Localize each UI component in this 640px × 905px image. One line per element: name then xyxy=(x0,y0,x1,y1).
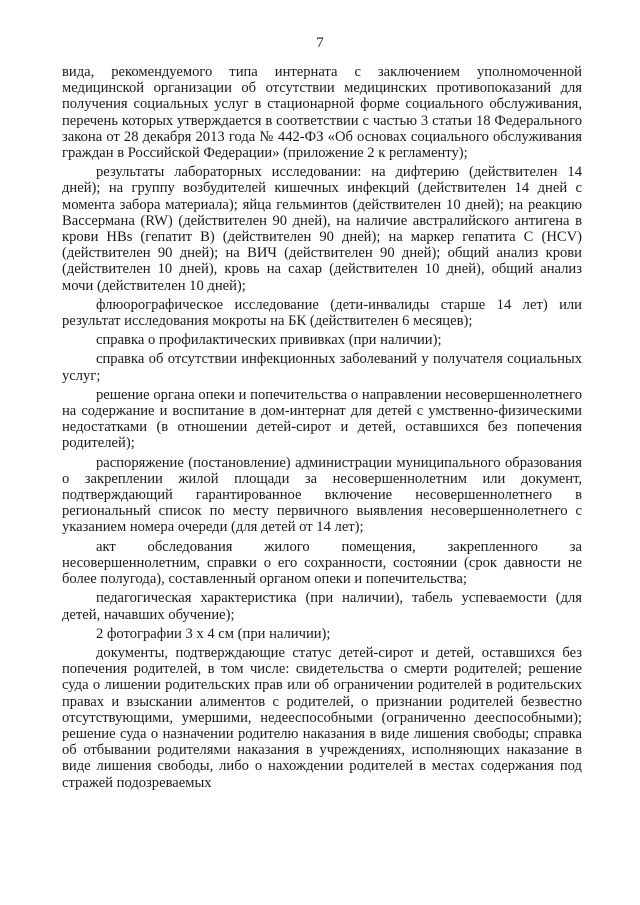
paragraph-lab-results: результаты лабораторных исследовании: на дифтерию (действителен 14 дней); на группу возбудителей кишечных инфекций (действителен 14 дней с момента забора материала); яйца гельминтов (действителен 10 дней); на реакцию Вассермана (RW) (действителен 90 дней), на наличие австралийского антигена в крови HBs (гепатит В) (действителен 90 дней); на маркер гепатита С (HCV) (действителен 90 дней); на ВИЧ (действителен 90 дней); общий анализ крови (действителен 10 дней), кровь на сахар (действителен 10 дней), общий анализ мочи (действителен 10 дней); xyxy=(62,164,582,294)
paragraph-photos: 2 фотографии 3 х 4 см (при наличии); xyxy=(96,625,331,642)
paragraph-housing-order: распоряжение (постановление) администрации муниципального образования о закреплении жилой площади за несовершеннолетним или документ, подтверждающий гарантированное включение несовершеннолетнего в региональный список по месту первичного выявления несовершеннолетнего с указанием номера очереди (для детей от 14 лет); xyxy=(62,454,582,536)
paragraph-continuation: вида, рекомендуемого типа интерната с заключением уполномоченной медицинской организации об отсутствии медицинских противопоказаний для получения социальных услуг в стационарной форме социального обслуживания, перечень которых утверждается в соответствии с частью 3 статьи 18 Федерального закона от 28 декабря 2013 года № 442-ФЗ «Об основах социального обслуживания граждан в Российской Федерации» (приложение 2 к регламенту); xyxy=(62,64,582,162)
paragraph-guardianship-decision: решение органа опеки и попечительства о направлении несовершеннолетнего на содержание и воспитание в дом-интернат для детей с умственно-физическими недостатками (в отношении детей-сирот и детей, оставшихся без попечения родителей); xyxy=(62,386,582,452)
page-number: 7 xyxy=(316,35,324,51)
paragraph-pedagogical-characteristic: педагогическая характеристика (при наличии), табель успеваемости (для детей, начавших обучение); xyxy=(62,590,582,623)
paragraph-vaccination-certificate: справка о профилактических прививках (при наличии); xyxy=(96,332,442,349)
paragraph-fluorography: флюорографическое исследование (дети-инвалиды старше 14 лет) или результат исследования мокроты на БК (действителен 6 месяцев); xyxy=(62,296,582,330)
paragraph-orphan-status-documents: документы, подтверждающие статус детей-сирот и детей, оставшихся без попечения родителей, в том числе: свидетельства о смерти родителей; решение суда о лишении родительских прав или об ограничении родителей в родительских правах и взыскании алиментов с родителей, о признании родителей безвестно отсутствующими, умершими, недееспособными (ограниченно дееспособными); решение суда о назначении родителю наказания в виде лишения свободы; справка об отбывании родителями наказания в учреждениях, исполняющих наказание в виде лишения свободы, либо о нахождении родителей в местах содержания под стражей подозреваемых xyxy=(62,644,582,791)
paragraph-infection-certificate: справка об отсутствии инфекционных заболеваний у получателя социальных услуг; xyxy=(62,351,582,384)
paragraph-housing-inspection: акт обследования жилого помещения, закрепленного за несовершеннолетним, справки о его сохранности, состоянии (срок давности не более полугода), составленный органом опеки и попечительства; xyxy=(62,538,582,588)
document-body xyxy=(62,64,582,791)
